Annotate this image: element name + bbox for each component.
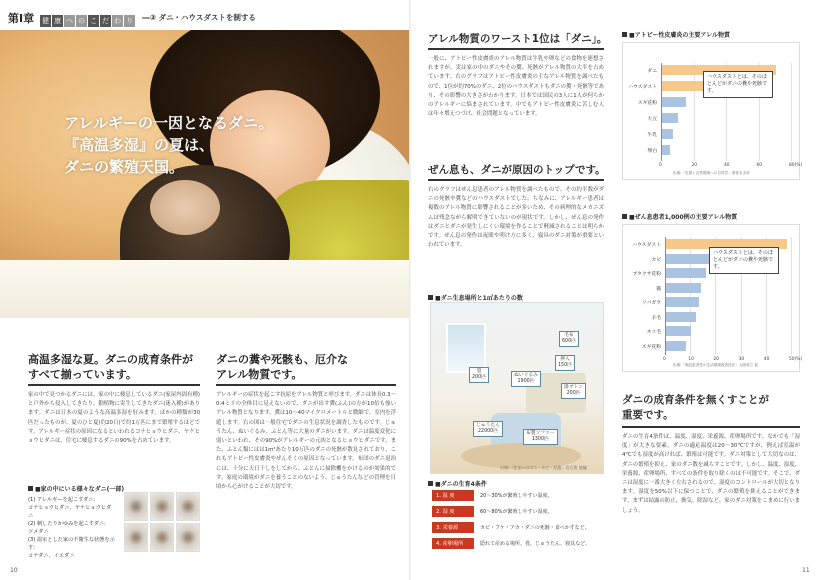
condition-value: 60〜80%が繁殖しやすい湿度。 — [480, 509, 553, 515]
chart-gridline — [694, 63, 695, 161]
chart-category-label: カビ — [651, 257, 661, 263]
mite-count-tag — [561, 383, 586, 399]
chart-bar — [666, 254, 711, 264]
body-text: 家の中で見つかるダニには、家の中に棲息しているダニ(家屋内固有種)と戸外から侵入してきたり、動植物に寄生してきたダニ(迷入種)があります。ダニは日本の夏のような高温多湿を好みます。ほかの種類が30匹だったものが、夏のひと夏(約20日)で約1万匹にまで繁殖するほどです。アレルギー症状の原因になるといわれるコナヒョウヒダニ、ヤケヒョウヒダニは、住宅に棲息するダニの90%を占めています。 — [28, 392, 200, 445]
chart-category-label: ソバガラ — [641, 301, 661, 306]
condition-key: 4. 産卵場所 — [432, 538, 474, 549]
section-heading-line: ダニの成育条件を無くすことが — [622, 394, 769, 406]
page-number-right: 11 — [802, 567, 810, 574]
heading-rule — [428, 48, 604, 50]
tag-count: 200匹 — [472, 375, 486, 380]
chart-category-label: スギ花粉 — [637, 101, 657, 106]
condition-row — [432, 489, 600, 502]
chart-category-label: スギ花粉 — [641, 344, 661, 350]
tag-place: ぬいぐるみ — [514, 373, 538, 378]
chart-category-label: ダニ — [647, 69, 657, 74]
tag-count: 1900匹 — [517, 379, 535, 384]
mites-box — [28, 484, 200, 559]
photo-blanket — [0, 260, 409, 318]
photo-plush-face — [150, 180, 220, 235]
section-heading — [622, 393, 802, 423]
mites-list — [28, 496, 116, 560]
chart-bar — [666, 297, 699, 307]
chart-tick-label: 20 — [691, 163, 698, 168]
chart-bar — [666, 283, 701, 293]
chart-title: ■アトピー性皮膚炎の主要アレル物質 — [622, 30, 730, 39]
chart-category-label: 猫 — [656, 286, 661, 292]
body-text: ダニの生育4条件は、温度、湿度、栄養源、産卵場所です。なかでも「湿度」が大きな要素。ダニの適応温度は20〜30℃ですが、例えば室温が4℃でも湿度が高ければ、繁殖は可能です。ダニ対策として大切なのは、ダニの繁殖を抑え、家のダニ数を減らすことです。しかし、温度、湿度、栄養源、産卵場所、すべての条件を取り除くのは不可能です。そこで、ダニは湿度に一番大きく左右されるので、湿度のコントロールが大切となります。湿度を50%以下に保つことで、ダニの繁殖を抑えることができます。まずは結露の防止、換気、除湿など、家のダニ対策をこまめに行いましょう。 — [622, 434, 800, 514]
heading-rule — [216, 384, 396, 386]
section-heading-line: ダニの糞や死骸も、厄介な — [216, 353, 348, 366]
heading-rule — [622, 426, 800, 428]
room-window — [446, 323, 486, 373]
chart-source: 出典:「皮膚と自然環境への自然学」著者名未詳 — [673, 171, 750, 175]
chart-category-label: 牛乳 — [647, 133, 657, 138]
conditions-table — [432, 489, 600, 553]
chart-tick-label: 30 — [738, 357, 745, 362]
chart-tick-label: 20 — [713, 357, 719, 362]
condition-value: カビ・フケ・アカ・ダニの死骸・食べかすなど。 — [480, 525, 590, 531]
mite-count-tag — [559, 331, 579, 347]
chapter-chip: へ — [66, 17, 74, 25]
body-text: 一般に、アトピー性皮膚炎のアレル物質は牛乳や卵などの食物を連想されますが、実は家の中のダニやその糞、死骸がアレル物質の大半を占めています。右のグラフはアトピー性皮膚炎の主なアレル物質を調べたもので、1位が約70%のダニ、2位のハウスダストもダニの糞・死骸等であり、その影響の大きさがわかります。日本では国民の3人に1人が何らかのアレルギーに悩まされています。中でもアトピー性皮膚炎に苦しむ人は年々増えつづけ、社会問題となっています。 — [428, 56, 604, 118]
chart-bar — [666, 326, 691, 336]
chart-annotation: ハウスダストとは、そのほとんどがダニの糞や死骸です。 — [703, 71, 773, 98]
mite-photo — [124, 492, 148, 521]
condition-key: 2. 湿 度 — [432, 506, 474, 517]
chapter-header — [8, 8, 256, 27]
tag-place: 布製ソファー — [526, 431, 555, 436]
tag-place: 毛布 — [564, 333, 574, 338]
tag-place: じゅうたん — [476, 423, 500, 428]
room-figure-source: 出典:「住まいのダニ・カビ・結露」宮方著 他編 — [500, 465, 587, 470]
chapter-chip: こ — [90, 17, 98, 25]
heading-rule — [428, 179, 604, 181]
section-heading — [216, 352, 396, 382]
mite-photo — [176, 492, 200, 521]
chart-bar — [662, 129, 673, 139]
chart-title: ■ぜん息患者1,000例の主要アレル物質 — [622, 212, 737, 221]
section-heading-line: 重要です。 — [622, 409, 674, 421]
mites-list-item: (1) アレルギーを起こすダニ: — [28, 497, 96, 503]
section-heading: ぜん息も、ダニが原因のトップです。 — [428, 164, 606, 176]
chapter-chip: 康 — [54, 17, 62, 25]
chapter-chip: だ — [102, 17, 110, 25]
chart-category-label: 卵白 — [647, 149, 657, 154]
chart-gridline — [791, 237, 792, 355]
room-figure-title: ■ダニ生息場所と1㎡あたりの数 — [428, 293, 523, 302]
condition-row — [432, 537, 600, 550]
tag-count: 150匹 — [558, 363, 572, 368]
chart-tick-label: 60 — [756, 163, 763, 168]
section-heading-line: 高温多湿な夏。ダニの成育条件が — [28, 353, 193, 366]
chapter-label: 第Ⅰ章 — [8, 11, 35, 25]
chart-tick-label: 0 — [659, 163, 662, 168]
chapter-chip: 健 — [42, 17, 50, 25]
mites-box-title: ■家の中にいる様々なダニ(一部) — [28, 484, 200, 493]
tag-place: 掛ブトン — [564, 385, 584, 390]
mite-photo — [176, 523, 200, 552]
tag-place: 畳 — [476, 369, 482, 374]
chart-bar — [666, 341, 686, 351]
room-illustration — [430, 302, 604, 474]
tag-count: 1300匹 — [531, 437, 549, 442]
chart-bar — [662, 145, 670, 155]
chart-bar — [666, 312, 696, 322]
chapter-chip: の — [78, 17, 86, 25]
chart-source: 出典:「喘息患者性の生活環境改善技法」大阪府立 他 — [673, 363, 759, 367]
chart-bar — [666, 268, 706, 278]
condition-key: 3. 栄養源 — [432, 522, 474, 533]
chart-tick-label: 10 — [688, 357, 694, 362]
mite-count-tag — [523, 429, 558, 445]
chapter-subtitle: ―③ ダニ・ハウスダストを制する — [142, 13, 256, 22]
condition-value: 20〜30%が繁殖しやすい温度。 — [480, 493, 553, 499]
mites-list-item: コナダニ、イエダニ — [28, 553, 75, 559]
chart-category-label: ブタクサ花粉 — [632, 272, 661, 277]
chart-category-label: ハウスダスト — [628, 85, 657, 90]
chart-tick-label: 40 — [763, 357, 770, 362]
hero-headline-line: アレルギーの一因となるダニ。 — [64, 114, 274, 132]
mites-list-item: コナヒョウヒダニ、ヤケヒョウヒダニ — [28, 505, 112, 519]
tag-place: 押入 — [560, 357, 570, 362]
hero-headline-line: ダニの繁殖天国。 — [64, 158, 185, 176]
mite-count-tag — [469, 367, 489, 383]
body-text: 右のグラフはぜん息患者のアレル物質を調べたもので、その約半数がダニの死骸や糞などのハウスダストでした。ちなみに、アレルギー患者は複数のアレル物質に影響されることが多いため、その病理的なメカニズムは残念ながら解明できていないのが現状です。しかし、ぜん息の発作はダニとダニが発生しにくい環境を作ることで軽減されることは明らかです。ぜん息の発作は夜間や明け方に多く、寝具のダニ対策が重要といわれています。 — [428, 187, 604, 249]
section-heading: アレル物質のワースト1位は「ダニ」。 — [428, 33, 608, 45]
chart-bar — [662, 97, 686, 107]
chart-category-label: ハウスダスト — [632, 243, 661, 248]
mites-list-item: (3) 温室とした家の不衛生な状態を示す: — [28, 537, 115, 551]
mites-photo-grid — [124, 492, 200, 552]
mites-list-item: ツメダニ — [28, 529, 49, 535]
mite-count-tag — [555, 355, 575, 371]
chart-category-label: ネコ毛 — [646, 330, 661, 335]
chart-gridline — [791, 63, 792, 161]
mite-count-tag — [511, 371, 541, 387]
condition-value: 隠れて産める場所。畳、じゅうたん、寝具など。 — [480, 541, 591, 547]
section-heading — [28, 352, 208, 382]
hero-photo — [0, 30, 409, 318]
tag-count: 200匹 — [566, 391, 581, 396]
mite-photo — [150, 492, 174, 521]
section-heading-line: アレル物質です。 — [216, 368, 303, 381]
condition-row — [432, 521, 600, 534]
chart-tick-label: 0 — [663, 357, 666, 362]
mites-list-item: (2) 刺したりかゆみを起こすダニ: — [28, 521, 106, 527]
chart-category-label: 羊毛 — [651, 315, 661, 321]
mite-photo — [150, 523, 174, 552]
chart-tick-label: 40 — [724, 163, 730, 168]
heading-rule — [28, 384, 200, 386]
asthma-allergen-chart — [622, 224, 803, 372]
body-text: アレルギーの症状を起こす抗原をアレル物質と呼びます。ダニは体長0.3〜0.4ミリの全体目に見えないので、ダニが出す糞(ふん)の方が10倍も強いアレル物質となります。糞は10〜40マイクロメートルと微細で、室内を浮遊します。右の図は一般住宅でダニの生息状況を調査したものです。じゅうたん、ぬいぐるみ、ふとん等に大量のダニがいます。ダニは温度変化に弱いといわれ、その90%がアレルギーの元凶となるヒョウヒダニです。また、ふとん類にはは1m²あたり10万匹のダニの死骸が散見されており、これもアトピー性皮膚炎やぜんそくの原因となっています。布団のダニ退治には、十分に天日干しをしてから、ふとんに掃除機をかけるのが効果的です。家庭の環境がダニを養うことのないよう、じゅうたんなどの管理を日頃から心がけることが大切です。 — [216, 392, 396, 491]
section-heading-line: すべて揃っています。 — [28, 368, 137, 381]
chapter-chip: り — [126, 17, 134, 25]
chart-tick-label: 50(%) — [789, 357, 803, 362]
chart-category-label: 大豆 — [647, 117, 657, 122]
condition-key: 1. 温 度 — [432, 490, 474, 501]
hero-headline-line: 『高温多湿』の夏は、 — [64, 136, 215, 154]
chart-bar — [662, 113, 678, 123]
tag-count: 22000匹 — [477, 429, 499, 434]
mite-photo — [124, 523, 148, 552]
tag-count: 600匹 — [562, 339, 576, 344]
page-gutter — [409, 0, 411, 580]
atopy-allergen-chart — [622, 42, 803, 180]
chart-tick-label: 80(%) — [789, 163, 803, 168]
mite-count-tag — [473, 421, 503, 437]
chapter-chip: わ — [114, 17, 122, 25]
conditions-title: ■ダニの生育4条件 — [428, 479, 487, 488]
chart-annotation: ハウスダストとは、そのほとんどがダニの糞や死骸です。 — [709, 247, 779, 274]
condition-row — [432, 505, 600, 518]
page-number-left: 10 — [10, 567, 18, 574]
chapter-chips — [40, 8, 136, 27]
